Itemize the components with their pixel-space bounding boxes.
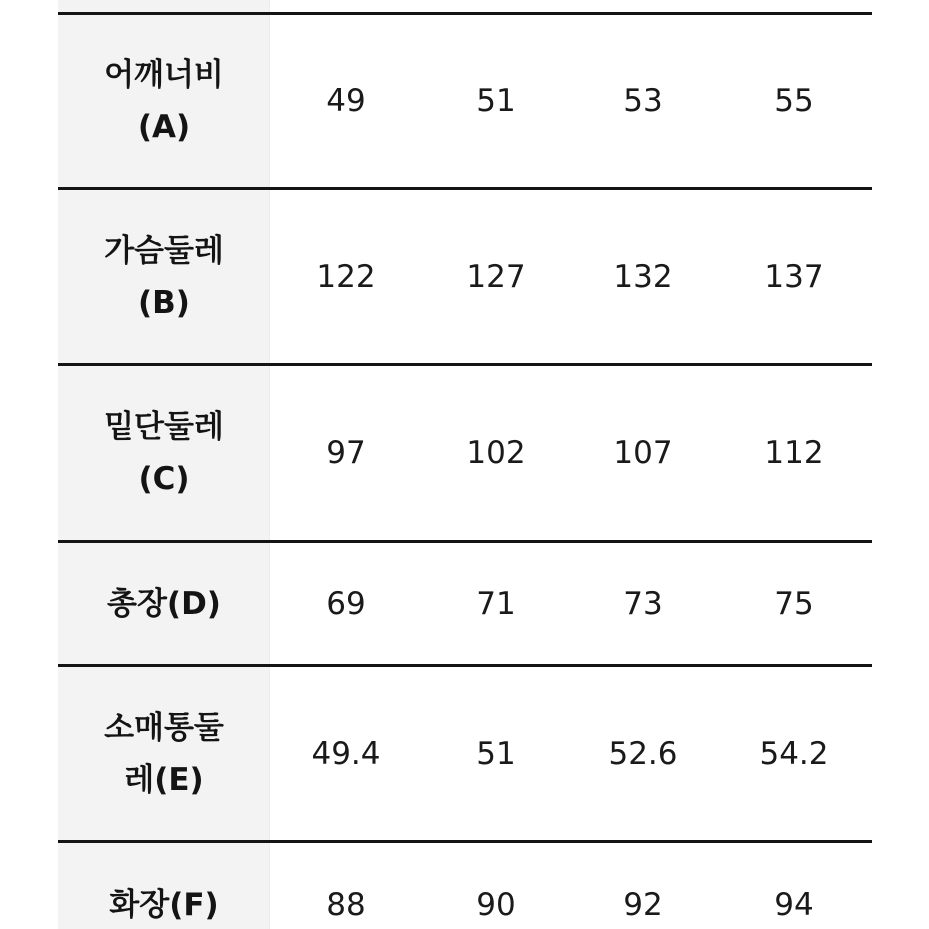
table-cell: 71 (476, 585, 516, 622)
table-cell: 90 (476, 887, 516, 923)
table-row-chest (58, 190, 872, 363)
table-cell: 55 (774, 83, 814, 119)
row-label: 화장(F) (109, 887, 219, 923)
table-cell: 53 (623, 83, 663, 119)
row-label: 가슴둘레 (B) (104, 232, 224, 321)
table-row-shoulder-width (58, 15, 872, 187)
table-cell: 112 (764, 435, 824, 471)
table-row-hem (58, 366, 872, 540)
table-row-total-length (58, 543, 872, 664)
table-cell: 102 (466, 435, 526, 471)
table-row-sleeve-length (58, 843, 872, 929)
table-cell: 51 (476, 83, 516, 119)
table-cell: 122 (316, 258, 376, 295)
table-cell: 94 (774, 887, 814, 923)
table-row-sleeve-width (58, 667, 872, 840)
table-cell: 132 (613, 258, 673, 295)
row-label: 소매통둘 레(E) (104, 709, 224, 798)
table-cell: 75 (774, 585, 814, 622)
table-cell: 107 (613, 435, 673, 471)
table-cell: 88 (326, 887, 366, 923)
table-cell: 49.4 (311, 735, 381, 772)
table-cell: 92 (623, 887, 663, 923)
table-cell: 51 (476, 735, 516, 772)
table-cell: 49 (326, 83, 366, 119)
table-cell: 54.2 (759, 735, 829, 772)
table-cell: 73 (623, 585, 663, 622)
row-label: 어깨너비 (A) (104, 57, 224, 145)
row-label: 총장(D) (107, 585, 221, 622)
table-cell: 52.6 (608, 735, 678, 772)
table-cell: 97 (326, 435, 366, 471)
table-cell: 137 (764, 258, 824, 295)
row-label: 밑단둘레 (C) (104, 409, 224, 497)
table-cell: 127 (466, 258, 526, 295)
table-cell: 69 (326, 585, 366, 622)
